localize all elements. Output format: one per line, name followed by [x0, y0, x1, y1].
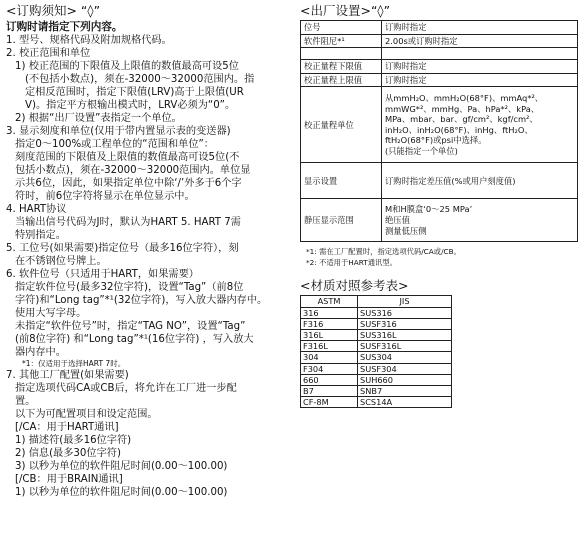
order-line: 未指定“软件位号”时，指定“TAG NO”，设置“Tag”	[15, 321, 246, 332]
order-line: 符时，前6位字符将显示在单位显示中。	[15, 191, 195, 202]
order-instructions-body	[6, 34, 284, 499]
materials-header: <材质对照参考表>	[300, 278, 409, 294]
table-row	[301, 386, 452, 397]
setting-value	[382, 48, 578, 60]
jis-cell: SUH660	[358, 374, 452, 385]
table-row	[301, 21, 578, 35]
order-line: (不包括小数点)，须在-32000～32000范围内。指	[25, 74, 255, 85]
jis-cell: SUSF316L	[358, 341, 452, 352]
unit-line: (只能指定一个单位)	[385, 146, 458, 157]
unit-line: ftH₂O(68°F)或psi中选择。	[385, 135, 487, 146]
table-row	[301, 73, 578, 87]
setting-value: 订购时指定差压值(%或用户刻度值)	[382, 163, 578, 199]
table-row	[301, 318, 452, 329]
order-line: 1. 型号、规格代码及附加规格代码。	[6, 35, 172, 46]
setting-name: 校正量程下限值	[301, 60, 382, 74]
astm-cell: F304	[301, 363, 358, 374]
setting-name: 位号	[301, 21, 382, 35]
order-line: 3. 显示刻度和单位(仅用于带内置显示表的变送器)	[6, 126, 231, 137]
order-line: 使用大写字母。	[15, 308, 87, 319]
static-line: 绝压值	[385, 215, 410, 226]
table-row	[301, 397, 452, 408]
order-line: (前8位字符) 和“Long tag”*¹(16位字符) ，写入放大	[15, 334, 254, 345]
unit-line: mmWG*²、mmHg、Pa、hPa*²、kPa、	[385, 103, 540, 114]
static-line: M和H膜盒‘0～25 MPa’	[385, 204, 473, 215]
note: *2: 不适用于HART通讯型。	[306, 257, 397, 267]
jis-cell: SCS14A	[358, 397, 452, 408]
materials-table	[300, 295, 452, 408]
order-line: 2) 信息(最多30位字符)	[15, 448, 121, 459]
order-line: 1) 校正范围的下限值及上限值的数值最高可设5位	[15, 61, 239, 72]
table-row	[301, 363, 452, 374]
order-line: 特别指定。	[15, 230, 66, 241]
table-row	[301, 87, 578, 163]
unit-line: inH₂O、inH₂O(68°F)、inHg、ftH₂O、	[385, 124, 533, 135]
order-line: 7. 其他工厂配置(如果需要)	[6, 370, 129, 381]
setting-name: 校正量程上限值	[301, 73, 382, 87]
col-jis-header: JIS	[358, 296, 452, 307]
order-line: 以下为可配置项目和设定范围。	[15, 409, 158, 420]
setting-value: 订购时指定	[382, 73, 578, 87]
setting-value: 订购时指定	[382, 21, 578, 35]
factory-settings-column	[300, 2, 578, 408]
order-line: 刻度范围的下限值及上限值的数值最高可设5位(不	[15, 152, 240, 163]
astm-cell: B7	[301, 386, 358, 397]
order-instructions-header: <订购须知> “◊”	[6, 3, 101, 18]
table-header-row	[301, 296, 452, 307]
order-line: 指定0～100%或工程单位的“范围和单位”：	[15, 139, 214, 150]
table-row	[301, 329, 452, 340]
order-line: 定相反范围时，指定下限值(LRV)高于上限值(UR	[25, 87, 244, 98]
unit-line: 从mmH₂O、mmH₂O(68°F)、mmAq*²、	[385, 93, 544, 104]
order-line: 器内存中。	[15, 347, 66, 358]
astm-cell: 316L	[301, 329, 358, 340]
note: *1: 需在工厂配置时，指定选项代码/CA或/CB。	[306, 247, 461, 257]
jis-cell: SUS316L	[358, 329, 452, 340]
order-line: [/CB：用于BRAIN通讯]	[15, 474, 123, 485]
table-row	[301, 163, 578, 199]
order-line: 示共6位，因此，如果指定单位中除‘/’外多于6个字	[15, 178, 242, 189]
astm-cell: 660	[301, 374, 358, 385]
setting-value: 订购时指定	[382, 60, 578, 74]
order-line: 置。	[15, 396, 36, 407]
order-line: 5. 工位号(如果需要)指定位号（最多16位字符），刻	[6, 243, 239, 254]
order-line: 2) 根据“出厂设置”表指定一个单位。	[15, 113, 182, 124]
order-instructions-column	[6, 2, 284, 499]
setting-name: 静压显示范围	[301, 199, 382, 242]
table-row	[301, 34, 578, 48]
factory-settings-table	[300, 20, 578, 242]
materials-body	[301, 307, 452, 408]
setting-name: 校正量程单位	[301, 87, 382, 163]
order-line: 6. 软件位号（只适用于HART，如果需要）	[6, 269, 199, 280]
setting-name	[301, 48, 382, 60]
factory-notes	[300, 247, 578, 268]
table-row	[301, 307, 452, 318]
table-row	[301, 352, 452, 363]
setting-value	[382, 87, 578, 163]
jis-cell: SUS304	[358, 352, 452, 363]
table-row	[301, 341, 452, 352]
order-line: 3) 以秒为单位的软件阻尼时间(0.00～100.00)	[15, 461, 228, 472]
order-line: 字符)和“Long tag”*¹(32位字符)，写入放大器内存中。	[15, 295, 268, 306]
order-line: 当输出信号代码为J时，默认为HART 5. HART 7需	[15, 217, 241, 228]
order-line: [/CA：用于HART通讯]	[15, 422, 119, 433]
table-row	[301, 60, 578, 74]
table-row	[301, 374, 452, 385]
jis-cell: SNB7	[358, 386, 452, 397]
col-astm-header: ASTM	[301, 296, 358, 307]
order-instructions-subtitle: 订购时请指定下列内容。	[6, 21, 123, 33]
jis-cell: SUS316	[358, 307, 452, 318]
setting-value: 2.00s或订购时指定	[382, 34, 578, 48]
order-line: 2. 校正范围和单位	[6, 48, 91, 59]
table-row	[301, 199, 578, 242]
order-line: V)。指定平方根输出模式时，LRV必须为“0”。	[25, 100, 236, 111]
factory-settings-header: <出厂设置>“◊”	[300, 3, 391, 18]
order-line: 指定选项代码CA或CB后，将允许在工厂进一步配	[15, 383, 237, 394]
static-line: 测量低压侧	[385, 225, 427, 236]
footnote: *1：仅适用于选择HART 7时。	[22, 359, 126, 368]
astm-cell: CF-8M	[301, 397, 358, 408]
order-line: 在不锈钢位号牌上。	[15, 256, 107, 267]
astm-cell: F316L	[301, 341, 358, 352]
setting-name: 显示设置	[301, 163, 382, 199]
order-line: 1) 描述符(最多16位字符)	[15, 435, 132, 446]
setting-name: 软件阻尼*¹	[301, 34, 382, 48]
jis-cell: SUSF316	[358, 318, 452, 329]
unit-line: MPa、mbar、bar、gf/cm²、kgf/cm²、	[385, 114, 538, 125]
jis-cell: SUSF304	[358, 363, 452, 374]
order-line: 1) 以秒为单位的软件阻尼时间(0.00～100.00)	[15, 487, 228, 498]
astm-cell: F316	[301, 318, 358, 329]
order-line: 指定软件位号(最多32位字符)，设置“Tag”（前8位	[15, 282, 244, 293]
setting-value	[382, 199, 578, 242]
table-row	[301, 48, 578, 60]
astm-cell: 316	[301, 307, 358, 318]
astm-cell: 304	[301, 352, 358, 363]
order-line: 包括小数点)，须在-32000～32000范围内。单位显	[15, 165, 251, 176]
order-line: 4. HART协议	[6, 204, 67, 215]
